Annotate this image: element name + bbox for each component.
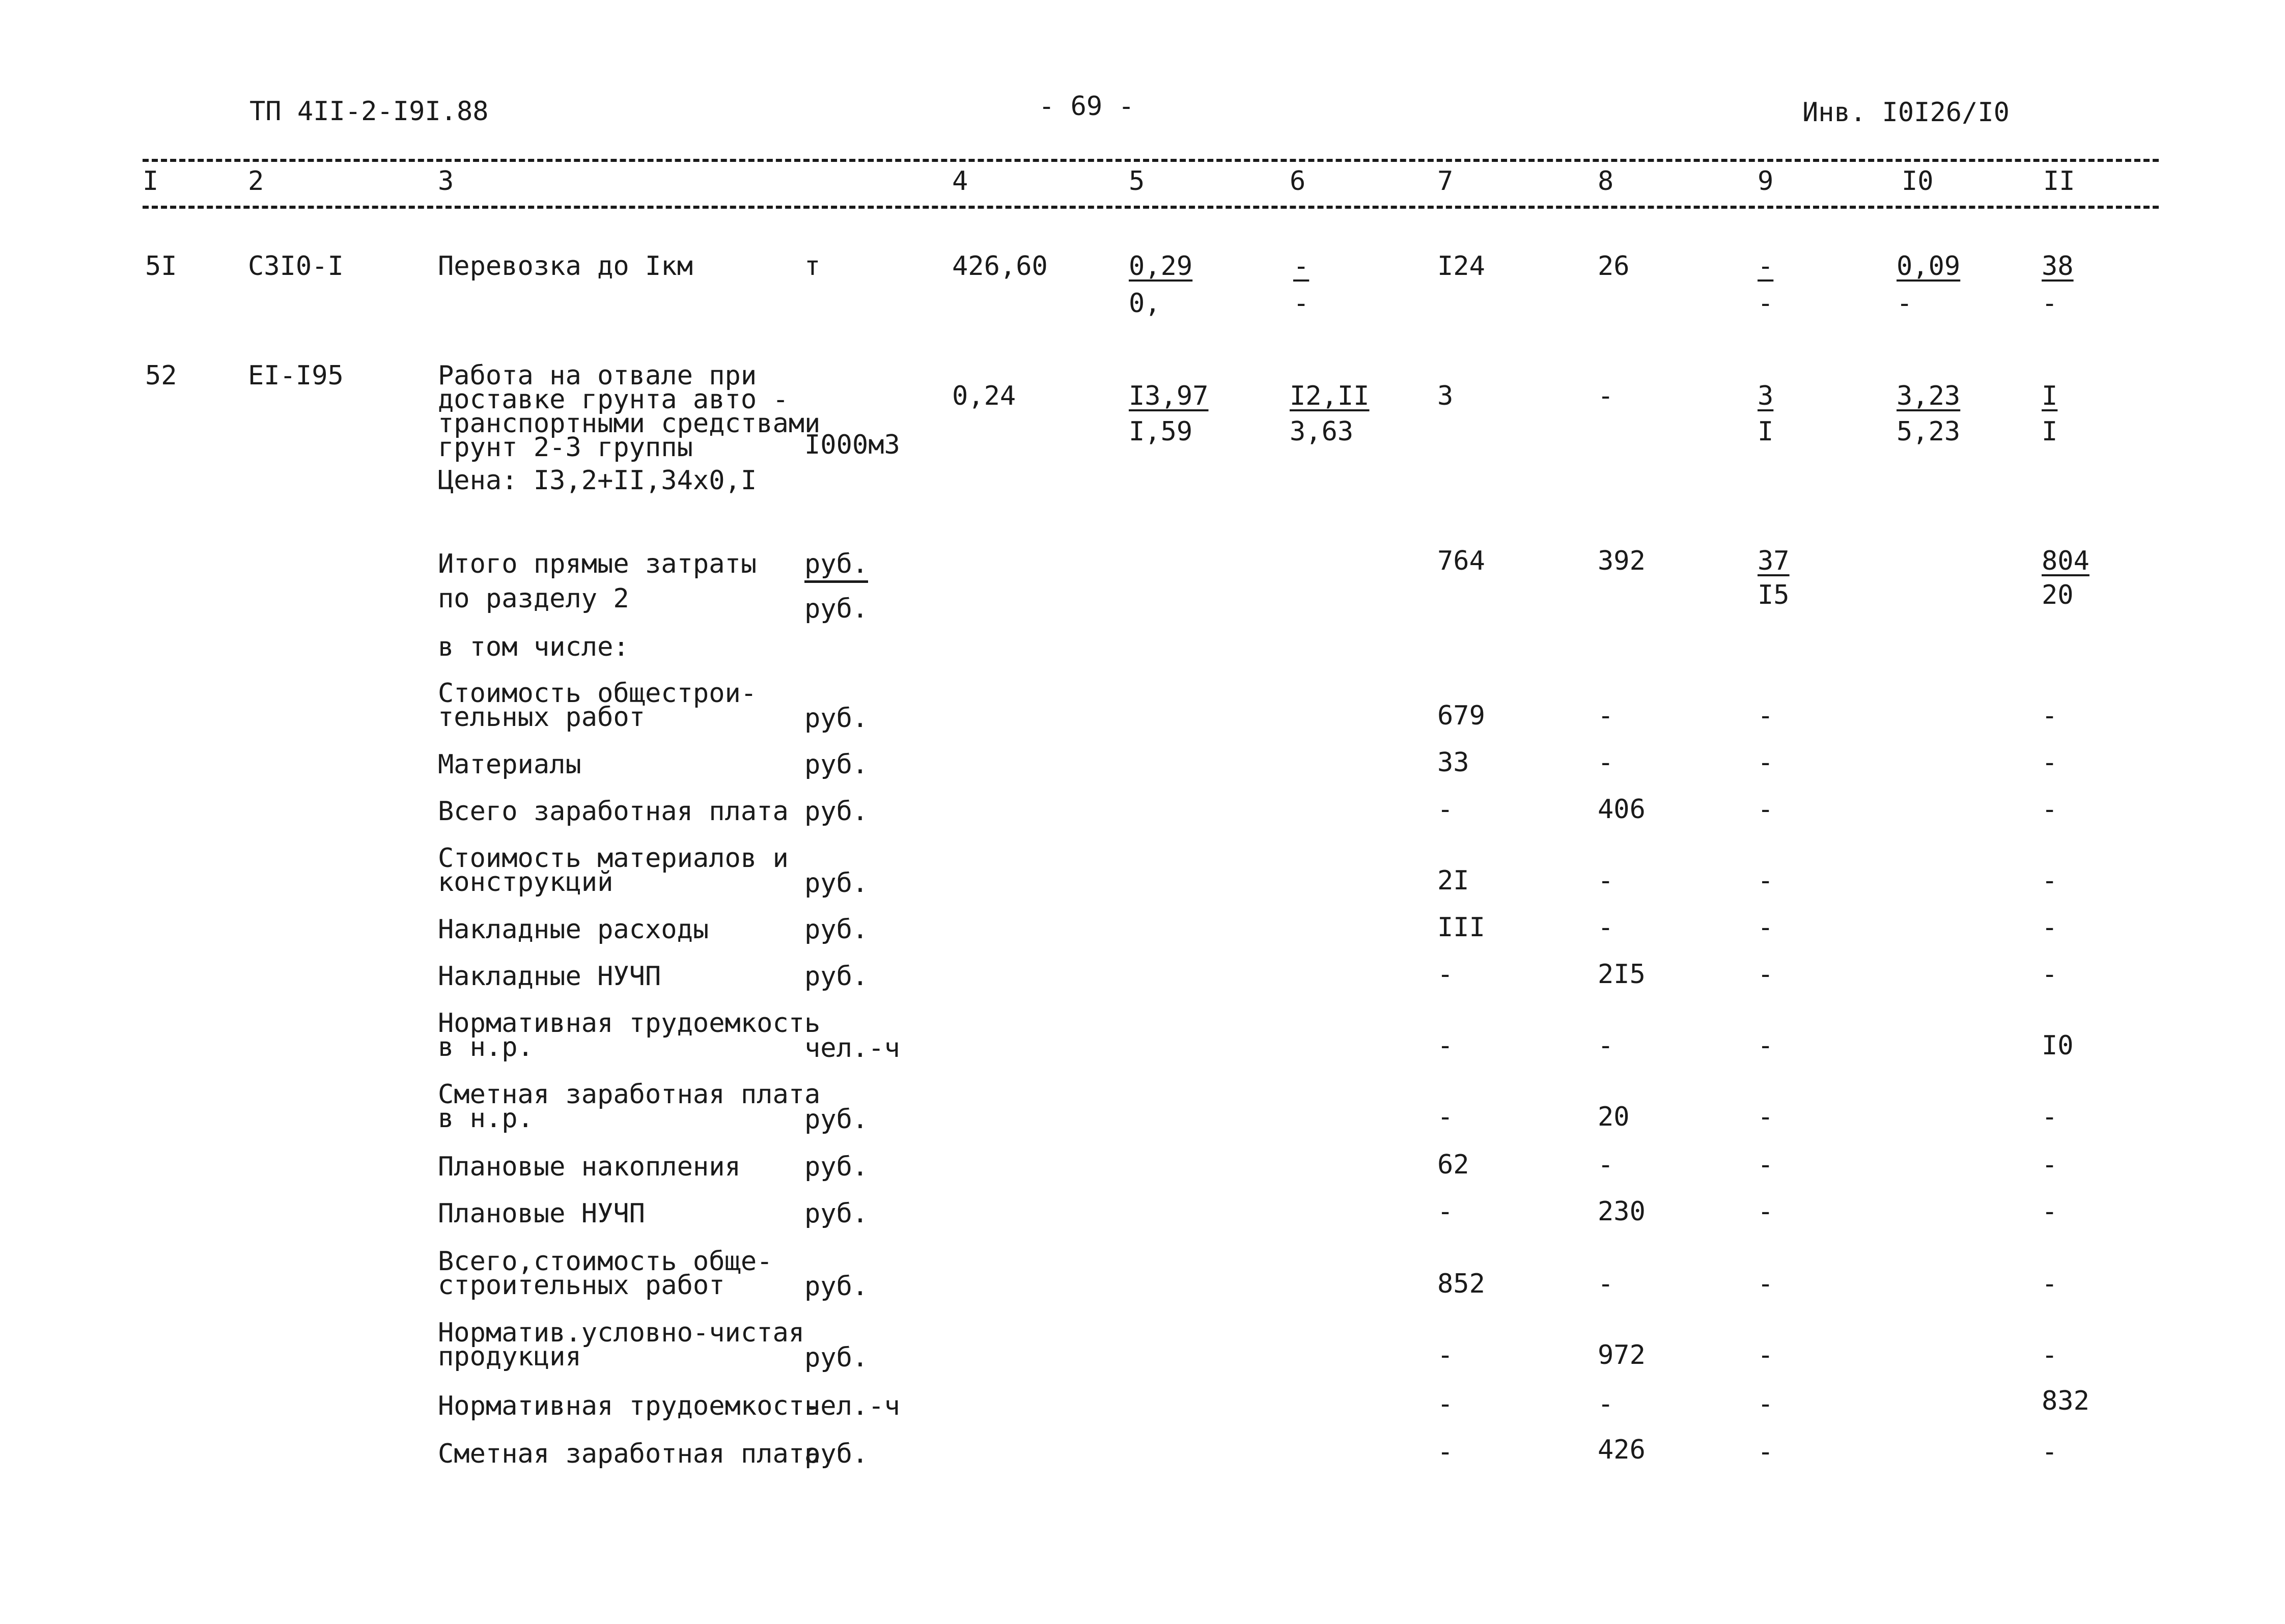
machine-total: 3 [1758,381,1774,411]
summary-unit: руб. [804,1198,869,1229]
work-name-line-2: доставке грунта авто - [438,384,789,415]
summary-col-8: - [1598,747,1614,778]
summary-label-line-1: Плановые накопления [438,1152,741,1182]
summary-col-11: - [2042,747,2058,778]
unit-cost-wage: I,59 [1129,416,1193,447]
summary-col-9: - [1758,1269,1774,1299]
summary-label-line-1: Сметная заработная плата [438,1079,821,1110]
summary-col-8: - [1598,865,1614,896]
machine-cost: - [1293,251,1309,282]
summary-col-9: - [1758,1389,1774,1419]
col-header-8: 8 [1598,166,1614,197]
summary-col-8: - [1598,912,1614,943]
summary-label-line-2: конструкций [438,867,614,898]
col-header-4: 4 [952,166,968,197]
summary-col-9: - [1758,865,1774,896]
summary-col-9: - [1758,794,1774,825]
unit-cost: 0,29 [1129,251,1193,282]
labor-unit-machine: 5,23 [1897,416,1961,447]
col-header-2: 2 [248,166,264,197]
summary-col-7: 852 [1437,1269,1485,1299]
summary-label-line-1: Норматив.условно-чистая [438,1318,805,1348]
summary-unit: руб. [804,1342,869,1373]
summary-label-line-1: Нормативная трудоемкость [438,1008,821,1039]
summary-col-11: - [2042,701,2058,731]
summary-label-line-2: строительных работ [438,1270,725,1301]
machine-total: - [1758,251,1774,282]
summary-col-11: - [2042,1102,2058,1132]
unit-cost: I3,97 [1129,381,1209,411]
summary-col-9: - [1758,1196,1774,1227]
summary-unit: чел.-ч [804,1391,900,1421]
summary-label-line-1: Накладные НУЧП [438,961,661,992]
summary-label-line-1: Стоимость общестрои- [438,678,757,709]
summary-unit: руб. [804,1439,869,1469]
summary-unit: руб. [804,1152,869,1182]
summary-label-line-2: в н.р. [438,1032,534,1062]
summary-col-7: - [1437,1102,1454,1132]
summary-col-8: 406 [1598,794,1646,825]
summary-col-11: - [2042,865,2058,896]
total-wage: - [1598,381,1614,411]
summary-unit: руб. [804,914,869,945]
summary-col-7: - [1437,1340,1454,1370]
summary-col-11: - [2042,1437,2058,1467]
summary-label-line-1: Накладные расходы [438,914,709,945]
summary-col-7: 2I [1437,865,1469,896]
inventory-number: Инв. I0I26/I0 [1802,97,2010,128]
header-bottom-rule [143,206,2159,209]
summary-col-8: - [1598,701,1614,731]
summary-col-11: - [2042,1340,2058,1370]
totals-labor-machine: 20 [2042,580,2074,610]
machine-total-wage: - [1758,288,1774,319]
summary-col-7: - [1437,794,1454,825]
summary-unit: руб. [804,749,869,780]
summary-unit: руб. [804,961,869,992]
summary-col-11: I0 [2042,1030,2074,1061]
summary-col-11: - [2042,1150,2058,1180]
summary-col-9: - [1758,1030,1774,1061]
price-formula: Цена: I3,2+II,34x0,I [438,465,757,496]
summary-col-7: - [1437,1389,1454,1419]
summary-label-line-1: Нормативная трудоемкость [438,1391,821,1421]
labor-total: 38 [2042,251,2074,282]
summary-unit: руб. [804,796,869,827]
rate-code: EI-I95 [248,360,344,391]
labor-total-machine: - [2042,288,2058,319]
col-header-11: II [2043,166,2075,197]
document-code: ТП 4II-2-I9I.88 [249,96,489,127]
summary-col-7: 679 [1437,701,1485,731]
totals-machine-total: 37 [1758,546,1790,576]
summary-col-9: - [1758,959,1774,990]
summary-col-8: 230 [1598,1196,1646,1227]
unit: I000м3 [804,430,900,460]
total-cost: 3 [1437,381,1454,411]
summary-col-11: - [2042,794,2058,825]
col-header-7: 7 [1437,166,1454,197]
summary-unit: руб. [804,1104,869,1135]
summary-col-8: 972 [1598,1340,1646,1370]
quantity: 426,60 [952,251,1048,282]
labor-unit: 0,09 [1897,251,1961,282]
summary-col-7: 33 [1437,747,1469,778]
col-header-6: 6 [1290,166,1306,197]
row-number: 5I [145,251,177,282]
totals-unit-bottom: руб. [804,594,869,624]
page-number: - 69 - [1039,91,1134,122]
totals-total-cost: 764 [1437,546,1485,576]
work-name-line-3: транспортными средствами [438,408,821,439]
summary-col-7: III [1437,912,1485,943]
summary-col-8: - [1598,1150,1614,1180]
rate-code: С3I0-I [248,251,344,282]
summary-col-9: - [1758,912,1774,943]
summary-col-9: - [1758,701,1774,731]
summary-label-line-1: Всего,стоимость обще- [438,1246,773,1277]
totals-unit-top: руб. [804,551,868,583]
machine-total-wage: I [1758,416,1774,447]
summary-unit: чел.-ч [804,1033,900,1063]
totals-machine-wage: I5 [1758,580,1790,610]
quantity: 0,24 [952,381,1016,411]
summary-col-8: 2I5 [1598,959,1646,990]
work-name-line-4: грунт 2-3 группы [438,432,693,463]
including-label: в том числе: [438,632,629,662]
unit: т [804,251,821,282]
summary-col-9: - [1758,1102,1774,1132]
summary-label-line-1: Стоимость материалов и [438,843,789,874]
summary-col-11: - [2042,959,2058,990]
header-top-rule [143,159,2159,162]
summary-unit: руб. [804,1271,869,1302]
summary-col-7: - [1437,1437,1454,1467]
machine-cost: I2,II [1290,381,1370,411]
summary-col-8: - [1598,1389,1614,1419]
row-number: 52 [145,360,177,391]
summary-col-11: 832 [2042,1386,2089,1416]
col-header-9: 9 [1758,166,1774,197]
col-header-10: I0 [1902,166,1934,197]
summary-col-9: - [1758,747,1774,778]
summary-label-line-2: продукция [438,1341,581,1372]
totals-title-line-1: Итого прямые затраты [438,549,757,579]
labor-unit: 3,23 [1897,381,1961,411]
work-name: Перевозка до Iкм [438,251,693,282]
machine-wage: - [1293,288,1309,319]
totals-total-wage: 392 [1598,546,1646,576]
summary-col-11: - [2042,912,2058,943]
summary-col-7: - [1437,959,1454,990]
machine-wage: 3,63 [1290,416,1354,447]
labor-total: I [2042,381,2058,411]
summary-col-8: 20 [1598,1102,1630,1132]
col-header-5: 5 [1129,166,1145,197]
summary-col-9: - [1758,1437,1774,1467]
summary-col-8: - [1598,1030,1614,1061]
summary-label-line-1: Плановые НУЧП [438,1198,645,1229]
summary-label-line-1: Материалы [438,749,581,780]
work-name-line-1: Работа на отвале при [438,360,757,391]
summary-label-line-2: тельных работ [438,702,645,733]
summary-col-7: - [1437,1196,1454,1227]
summary-unit: руб. [804,703,869,734]
totals-labor: 804 [2042,546,2089,576]
total-wage: 26 [1598,251,1630,282]
col-header-1: I [143,166,159,197]
summary-label-line-1: Сметная заработная плата [438,1439,821,1469]
col-header-3: 3 [438,166,454,197]
labor-total-machine: I [2042,416,2058,447]
summary-col-8: 426 [1598,1435,1646,1465]
total-cost: I24 [1437,251,1485,282]
summary-col-11: - [2042,1269,2058,1299]
summary-col-9: - [1758,1150,1774,1180]
summary-label-line-2: в н.р. [438,1103,534,1134]
summary-col-7: 62 [1437,1150,1469,1180]
totals-title-line-2: по разделу 2 [438,583,629,614]
summary-col-9: - [1758,1340,1774,1370]
summary-col-8: - [1598,1269,1614,1299]
unit-cost-wage: 0, [1129,288,1161,319]
summary-unit: руб. [804,868,869,899]
summary-col-7: - [1437,1030,1454,1061]
summary-label-line-1: Всего заработная плата [438,796,789,827]
summary-col-11: - [2042,1196,2058,1227]
labor-unit-machine: - [1897,288,1913,319]
